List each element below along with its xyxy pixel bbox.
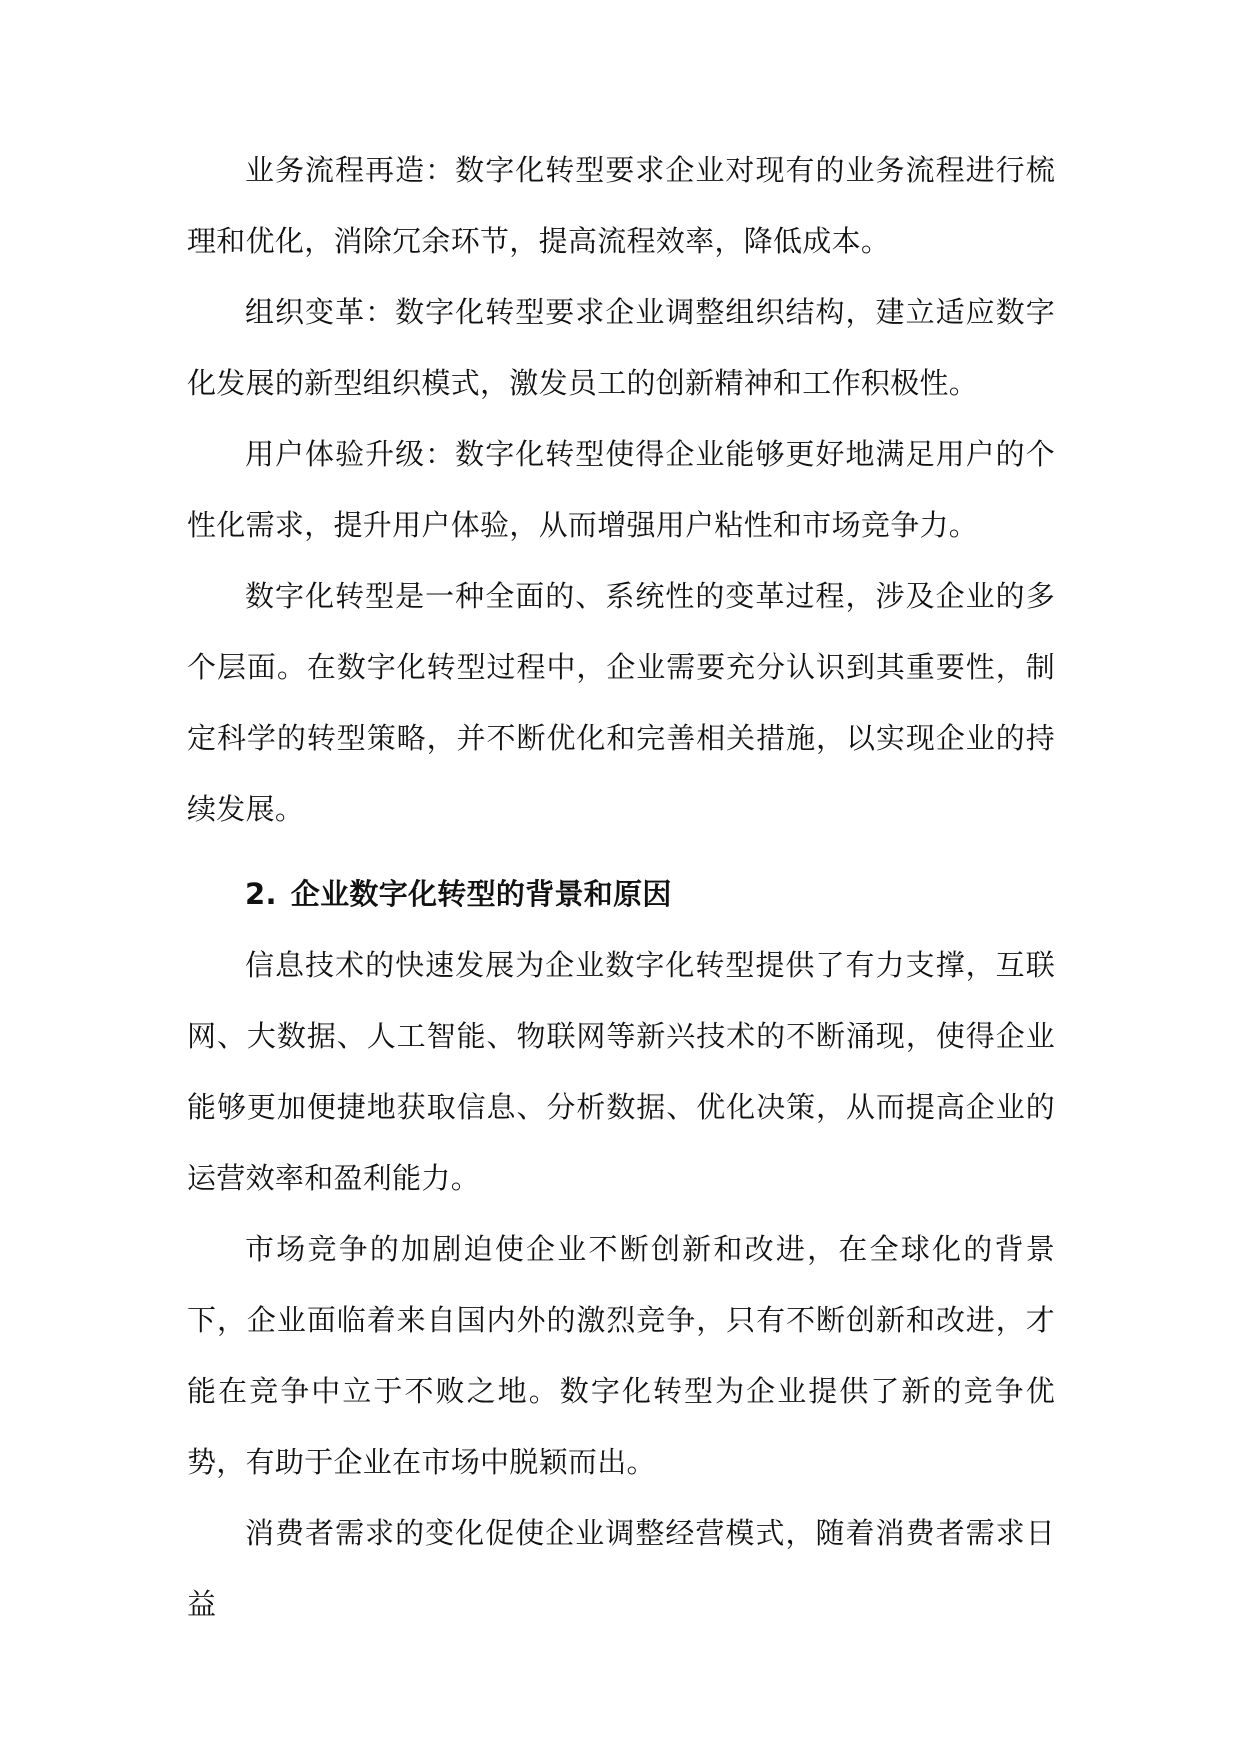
- section-title: 企业数字化转型的背景和原因: [290, 877, 672, 911]
- paragraph-organization-change: 组织变革：数字化转型要求企业调整组织结构，建立适应数字化发展的新型组织模式，激发员工的创新精神和工作积极性。: [187, 295, 1055, 400]
- paragraph-competition: 市场竞争的加剧迫使企业不断创新和改进，在全球化的背景下，企业面临着来自国内外的激烈竞争，只有不断创新和改进，才能在竞争中立于不败之地。数字化转型为企业提供了新的竞争优势，有助于企业在市场中脱颖而出。: [187, 1232, 1055, 1479]
- section-number: 2.: [245, 877, 277, 911]
- paragraph-consumer-demand: 消费者需求的变化促使企业调整经营模式，随着消费者需求日益: [187, 1516, 1055, 1621]
- paragraph-technology: 信息技术的快速发展为企业数字化转型提供了有力支撑，互联网、大数据、人工智能、物联网等新兴技术的不断涌现，使得企业能够更加便捷地获取信息、分析数据、优化决策，从而提高企业的运营效率和盈利能力。: [187, 948, 1055, 1195]
- section-heading: [187, 859, 1055, 930]
- paragraph-transformation-summary: 数字化转型是一种全面的、系统性的变革过程，涉及企业的多个层面。在数字化转型过程中，企业需要充分认识到其重要性，制定科学的转型策略，并不断优化和完善相关措施，以实现企业的持续发展。: [187, 579, 1055, 826]
- paragraph-business-process: 业务流程再造：数字化转型要求企业对现有的业务流程进行梳理和优化，消除冗余环节，提高流程效率，降低成本。: [187, 153, 1055, 258]
- document-body: [187, 135, 1055, 1640]
- paragraph-user-experience: 用户体验升级：数字化转型使得企业能够更好地满足用户的个性化需求，提升用户体验，从而增强用户粘性和市场竞争力。: [187, 437, 1055, 542]
